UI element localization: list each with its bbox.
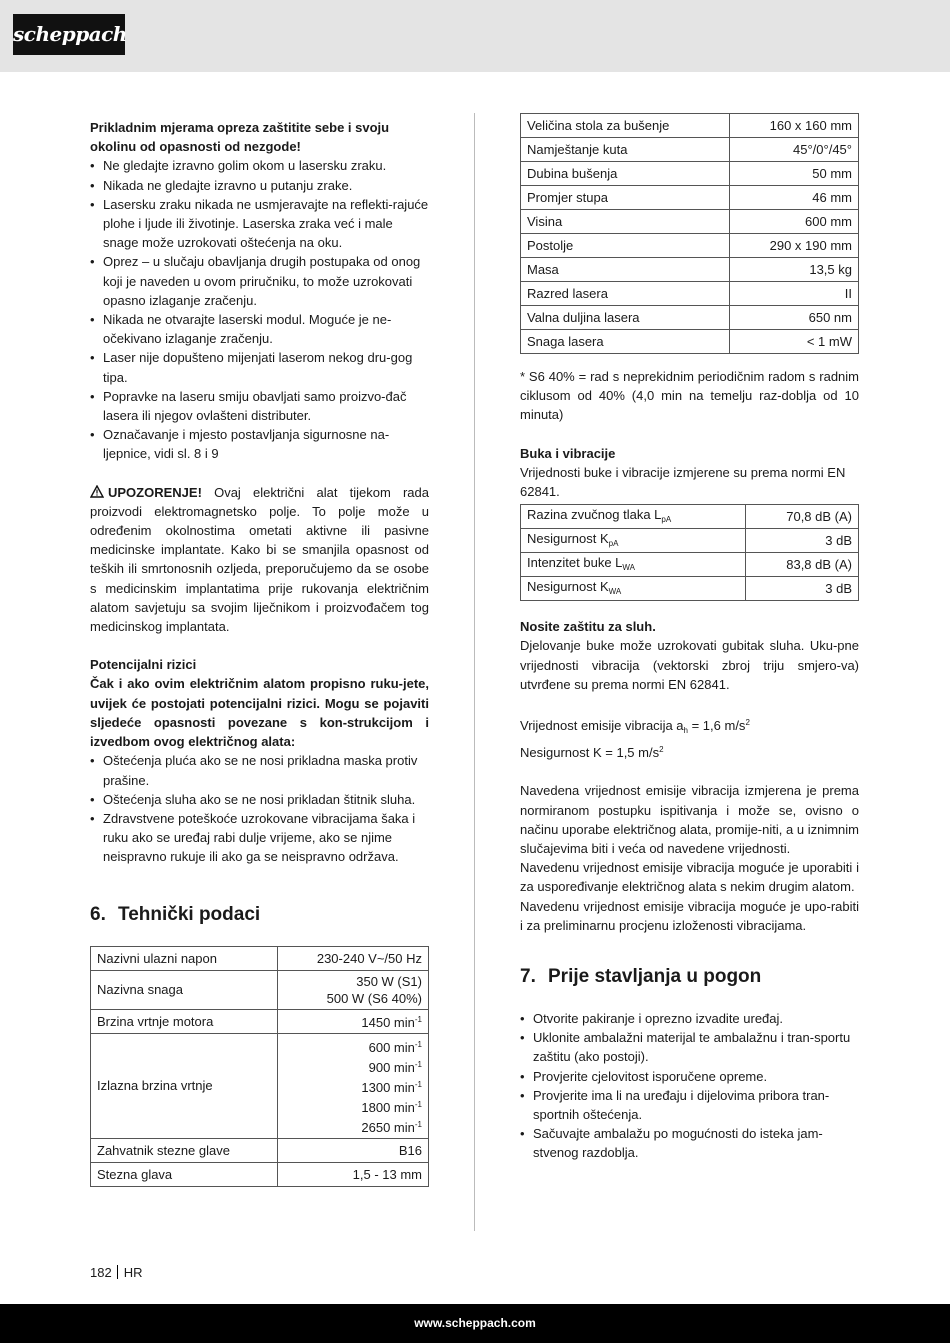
list-item: • Popravke na laseru smiju obavljati samo proizvo-đač lasera ili njegov ovlašteni distributer.: [90, 388, 407, 424]
list-item: • Oštećenja pluća ako se ne nosi prikladna maska protiv prašine.: [90, 753, 418, 788]
warning-text: Ovaj električni alat tijekom rada proizvodi elektromagnetsko polje. To polje može u određenim okolnostima ometati aktivne ili pasivne medicinske implantate. Kako bi se smanjila opasnost od teških ili smrtonosnih ozljeda, preporučujemo da se osobe s medicinskim implantatima prije rukovanja električnim alatom savjetuju sa svojim liječnikom i proizvođačem tog medicinskog implantata.: [90, 484, 429, 635]
hearing-text: Djelovanje buke može uzrokovati gubitak sluha. Uku-pne vrijednosti vibracija (vektorski zbroj triju smjero-va) utvrđene su prema normi EN 62841.: [520, 638, 859, 692]
safety-heading: Prikladnim mjerama opreza zaštitite sebe i svoju okolinu od opasnosti od nezgode!: [90, 120, 390, 155]
table-row: Veličina stola za bušenje 160 x 160 mm: [521, 114, 859, 138]
table-row: Zahvatnik stezne glave B16: [91, 1138, 429, 1162]
spec-table: [520, 113, 859, 354]
list-item: • Provjerite cjelovitost isporučene opreme.: [520, 1068, 768, 1084]
list-item: • Ne gledajte izravno golim okom u lasersku zraku.: [90, 158, 387, 174]
footnote: * S6 40% = rad s neprekidnim periodičnim radom s radnim ciklusom od 40% (4,0 min na temelju raz-doblja od 10 minuta): [520, 369, 859, 423]
noise-heading: Buka i vibracije: [520, 445, 616, 461]
vibration-paragraph-1: Navedena vrijednost emisije vibracija izmjerena je prema normiranom postupku ispitivanja i može se, ovisno o načinu uporabe električnog alata, promije-niti, a u iznimnim slučajevima biti i veća od navedene vrijednosti.: [520, 783, 859, 857]
scheppach-logo: scheppach: [13, 14, 125, 55]
list-item: • Uklonite ambalažni materijal te ambalažnu i tran-sportu zaštitu (ako postoji).: [520, 1030, 851, 1065]
table-row: Snaga lasera < 1 mW: [521, 330, 859, 354]
warning-label: UPOZORENJE!: [108, 484, 202, 500]
left-column: [90, 118, 429, 1187]
website-link[interactable]: www.scheppach.com: [414, 1316, 536, 1330]
table-row: Razina zvučnog tlaka $L_{pA}$ 70,8 dB (A): [521, 505, 859, 529]
risks-intro: Čak i ako ovim električnim alatom propisno ruku-jete, uvijek će postojati potencijalni rizici. Mogu se pojaviti sljedeće opasnosti povezane s kon-strukcijom i izvedbom ovog električnog alata:: [90, 676, 429, 750]
list-item: • Označavanje i mjesto postavljanja sigurnosne na-ljepnice, vidi sl. 8 i 9: [90, 427, 390, 462]
vibration-value: Vrijednost emisije vibracija $a_h = 1,6$ $m/s^2$: [520, 718, 750, 736]
right-column: [520, 113, 859, 1163]
vibration-uncertainty: Nesigurnost K = 1,5 $m/s^2$: [520, 745, 664, 761]
table-row: Promjer stupa 46 mm: [521, 186, 859, 210]
list-item: • Zdravstvene poteškoće uzrokovane vibracijama šaka i ruku ako se uređaj rabi dulje vrijeme, ako se njime neispravno rukuje ili ako ga se neispravno održava.: [90, 810, 416, 865]
table-row: Dubina bušenja 50 mm: [521, 162, 859, 186]
page-number: 182 HR: [90, 1265, 143, 1280]
section-6-heading: 6. Tehnički podaci: [90, 903, 261, 925]
table-row: Valna duljina lasera 650 nm: [521, 306, 859, 330]
table-row: Nazivna snaga 350 W (S1) 500 W (S6 40%): [91, 970, 429, 1009]
list-item: • Oprez – u slučaju obavljanja drugih postupaka od onog koji je naveden u ovom priručniku, to može uzrokovati opasno izlaganje zračenju.: [90, 254, 421, 308]
tech-data-table: [90, 946, 429, 1187]
list-item: • Otvorite pakiranje i oprezno izvadite uređaj.: [520, 1011, 784, 1027]
list-item: • Lasersku zraku nikada ne usmjeravajte na reflekti-rajuće plohe i ljude ili životinje. Laserska zraka već i male snage može uzrokovati oštećenja na oku.: [90, 196, 429, 251]
list-item: • Nikada ne otvarajte laserski modul. Moguće je ne-očekivano izlaganje zračenju.: [90, 312, 392, 347]
header-bar: [0, 0, 950, 72]
section-7-heading: 7. Prije stavljanja u pogon: [520, 966, 762, 988]
noise-intro: Vrijednosti buke i vibracije izmjerene su prema normi EN 62841.: [520, 464, 846, 500]
noise-table: [520, 504, 859, 601]
list-item: • Provjerite ima li na uređaju i dijelovima pribora tran-sportnih oštećenja.: [520, 1087, 830, 1123]
startup-list: [520, 1009, 859, 1163]
table-row: Nazivni ulazni napon 230-240 V~/50 Hz: [91, 946, 429, 970]
risks-heading: Potencijalni rizici: [90, 657, 197, 673]
list-item: • Sačuvajte ambalažu po mogućnosti do isteka jam-stvenog razdoblja.: [520, 1126, 823, 1161]
table-row: Postolje 290 x 190 mm: [521, 234, 859, 258]
warning-paragraph: [90, 483, 429, 637]
table-row: Namještanje kuta 45°/0°/45°: [521, 138, 859, 162]
table-row: Nesigurnost $K_{WA}$ 3 dB: [521, 577, 859, 601]
vibration-paragraph-2: Navedenu vrijednost emisije vibracija moguće je uporabiti i za uspoređivanje električnog alata s nekim drugim alatom.: [520, 860, 859, 895]
table-row: Visina 600 mm: [521, 210, 859, 234]
column-divider: [474, 113, 475, 1231]
warning-triangle-icon: [90, 485, 104, 498]
table-row: Razred lasera II: [521, 282, 859, 306]
hearing-heading: Nosite zaštitu za sluh.: [520, 619, 656, 635]
table-row: Izlazna brzina vrtnje 600 $\min^{-1}$ 900 $\min^{-1}$ 1300 $\min^{-1}$ 1800 $\min^{-1}$ 2650 $\min^{-1}$: [91, 1033, 429, 1138]
list-item: • Laser nije dopušteno mijenjati laserom nekog dru-gog tipa.: [90, 350, 413, 385]
table-row: Stezna glava 1,5 - 13 mm: [91, 1162, 429, 1186]
table-row: Masa 13,5 kg: [521, 258, 859, 282]
list-item: • Nikada ne gledajte izravno u putanju zrake.: [90, 177, 353, 193]
vibration-paragraph-3: Navedenu vrijednost emisije vibracija moguće je upo-rabiti i za preliminarnu procjenu izloženosti vibracijama.: [520, 898, 859, 933]
table-row: Brzina vrtnje motora 1450 $\min^{-1}$: [91, 1009, 429, 1033]
table-row: Intenzitet buke $L_{WA}$ 83,8 dB (A): [521, 553, 859, 577]
safety-list: [90, 156, 429, 463]
table-row: Nesigurnost $K_{pA}$ 3 dB: [521, 529, 859, 553]
list-item: • Oštećenja sluha ako se ne nosi prikladan štitnik sluha.: [90, 791, 416, 807]
risks-list: [90, 751, 429, 866]
footer-bar: [0, 1304, 950, 1343]
